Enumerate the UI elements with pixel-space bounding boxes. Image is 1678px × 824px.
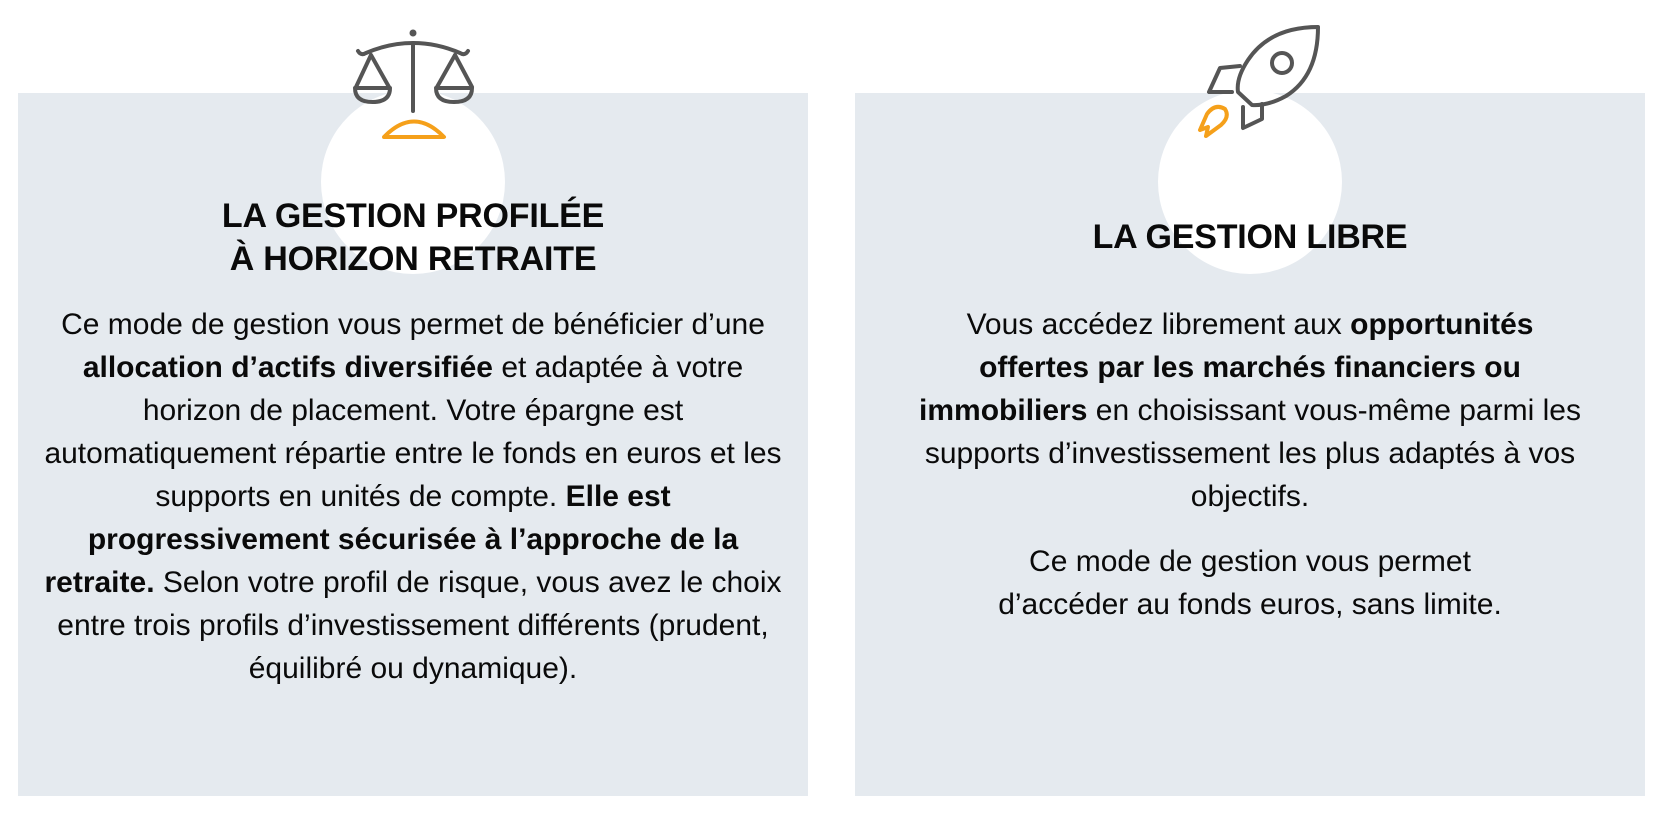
card-title-line: LA GESTION LIBRE [1092, 218, 1408, 256]
card-title [855, 216, 1645, 259]
body-emphasis: allocation d’actifs diversifiée [82, 351, 493, 384]
card-paragraph [38, 303, 788, 690]
card-title-line: À HORIZON RETRAITE [229, 240, 597, 278]
body-text: Vous accédez librement aux [966, 308, 1351, 341]
card-paragraph: Ce mode de gestion vous permet d’accéder au fonds euros, sans limite. [998, 545, 1502, 621]
body-text: et adaptée à votre horizon de placement. Votre épargne est automatiquement répartie entre le fonds en euros et les supports en unités de compte. [44, 351, 782, 513]
card-body [915, 303, 1585, 626]
body-text: Ce mode de gestion vous permet de bénéficier d’une [61, 308, 765, 341]
card-title [18, 195, 808, 281]
body-text: Selon votre profil de risque, vous avez le choix entre trois profils d’investissement différents (prudent, équilibré ou dynamique). [57, 566, 782, 685]
card-body [38, 303, 788, 690]
card-paragraph [915, 303, 1585, 518]
card-gestion-profilee [18, 93, 808, 796]
card-gestion-libre [855, 93, 1645, 796]
body-text: en choisissant vous-même parmi les supports d’investissement les plus adaptés à vos objectifs. [924, 394, 1581, 513]
body-emphasis: Elle est progressivement sécurisée à l’approche de la retraite. [44, 480, 739, 599]
body-emphasis: opportunités offertes par les marchés financiers ou immobiliers [919, 308, 1534, 427]
card-title-line: LA GESTION PROFILÉE [221, 197, 605, 235]
